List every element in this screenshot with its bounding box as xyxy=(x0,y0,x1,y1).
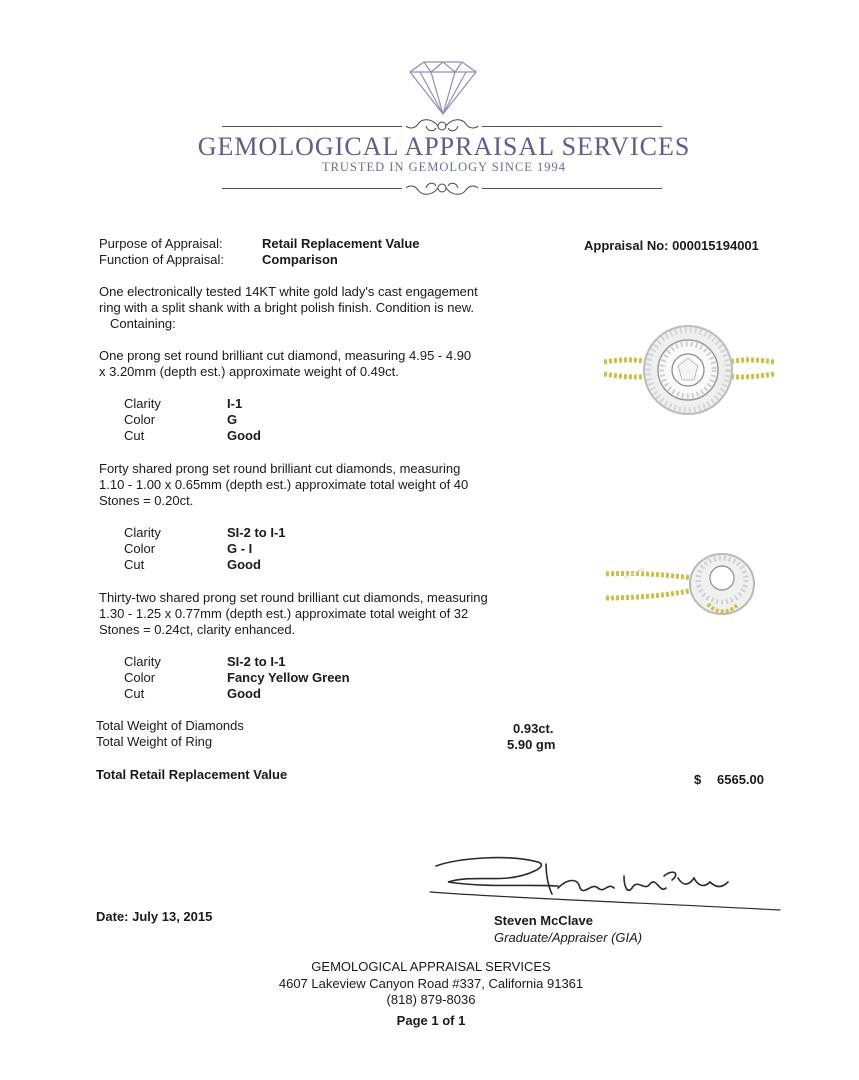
company-logo-title: GEMOLOGICAL APPRAISAL SERVICES xyxy=(197,132,691,161)
footer-address: 4607 Lakeview Canyon Road #337, California 91361 xyxy=(278,976,584,991)
stone-2-clarity-value: SI-2 to I-1 xyxy=(227,525,286,540)
function-value: Comparison xyxy=(262,252,338,267)
total-ring-weight-value: 5.90 gm xyxy=(507,737,556,752)
ornament-bottom-icon xyxy=(402,178,482,198)
stone-2-line: Forty shared prong set round brilliant cut diamonds, measuring xyxy=(99,461,461,476)
stone-3-line: 1.30 - 1.25 x 0.77mm (depth est.) approximate total weight of 32 xyxy=(99,606,469,621)
function-label: Function of Appraisal: xyxy=(99,252,225,267)
total-diamond-weight-value: 0.93ct. xyxy=(513,721,554,736)
stone-3-cut-value: Good xyxy=(227,686,261,701)
stone-3-line: Stones = 0.24ct, clarity enhanced. xyxy=(99,622,296,637)
stone-2-color-label: Color xyxy=(124,541,156,556)
appraisal-date: Date: July 13, 2015 xyxy=(96,909,213,924)
footer-company: GEMOLOGICAL APPRAISAL SERVICES xyxy=(311,959,551,974)
item-description-line2: ring with a split shank with a bright polish finish. Condition is new. xyxy=(99,300,475,315)
stone-2-cut-label: Cut xyxy=(124,557,145,572)
total-retail-value: 6565.00 xyxy=(717,772,764,787)
stone-1-color-value: G xyxy=(227,412,238,427)
stone-1-color-label: Color xyxy=(124,412,156,427)
stone-3-color-label: Color xyxy=(124,670,156,685)
stone-3-clarity-label: Clarity xyxy=(124,654,161,669)
stone-2-cut-value: Good xyxy=(227,557,261,572)
containing-label: Containing: xyxy=(110,316,176,331)
appraisal-number: Appraisal No: 000015194001 xyxy=(584,238,759,253)
item-description-line1: One electronically tested 14KT white gold lady's cast engagement xyxy=(99,284,478,299)
purpose-value: Retail Replacement Value xyxy=(262,236,420,251)
appraiser-name: Steven McClave xyxy=(494,913,593,928)
stone-3-line: Thirty-two shared prong set round brilliant cut diamonds, measuring xyxy=(99,590,488,605)
stone-1-line: x 3.20mm (depth est.) approximate weight of 0.49ct. xyxy=(99,364,399,379)
total-retail-value-label: Total Retail Replacement Value xyxy=(96,767,288,782)
ring-side-view-photo xyxy=(604,548,764,620)
appraiser-signature xyxy=(428,848,784,914)
company-tagline: TRUSTED IN GEMOLOGY SINCE 1994 xyxy=(321,160,567,174)
page-number: Page 1 of 1 xyxy=(396,1013,466,1028)
diamond-logo-icon xyxy=(398,58,488,118)
stone-1-clarity-label: Clarity xyxy=(124,396,161,411)
stone-3-color-value: Fancy Yellow Green xyxy=(227,670,350,685)
stone-1-line: One prong set round brilliant cut diamond, measuring 4.95 - 4.90 xyxy=(99,348,472,363)
stone-2-clarity-label: Clarity xyxy=(124,525,161,540)
total-diamond-weight-label: Total Weight of Diamonds xyxy=(96,718,244,733)
stone-3-clarity-value: SI-2 to I-1 xyxy=(227,654,286,669)
ring-top-view-photo xyxy=(598,318,780,428)
currency-symbol: $ xyxy=(694,772,702,787)
stone-1-clarity-value: I-1 xyxy=(227,396,243,411)
stone-2-line: 1.10 - 1.00 x 0.65mm (depth est.) approximate total weight of 40 xyxy=(99,477,469,492)
stone-1-cut-label: Cut xyxy=(124,428,145,443)
footer-phone: (818) 879-8036 xyxy=(386,992,476,1007)
total-ring-weight-label: Total Weight of Ring xyxy=(96,734,213,749)
stone-1-cut-value: Good xyxy=(227,428,261,443)
stone-2-color-value: G - I xyxy=(227,541,253,556)
stone-2-line: Stones = 0.20ct. xyxy=(99,493,194,508)
purpose-label: Purpose of Appraisal: xyxy=(99,236,223,251)
stone-3-cut-label: Cut xyxy=(124,686,145,701)
appraiser-title: Graduate/Appraiser (GIA) xyxy=(494,930,643,945)
